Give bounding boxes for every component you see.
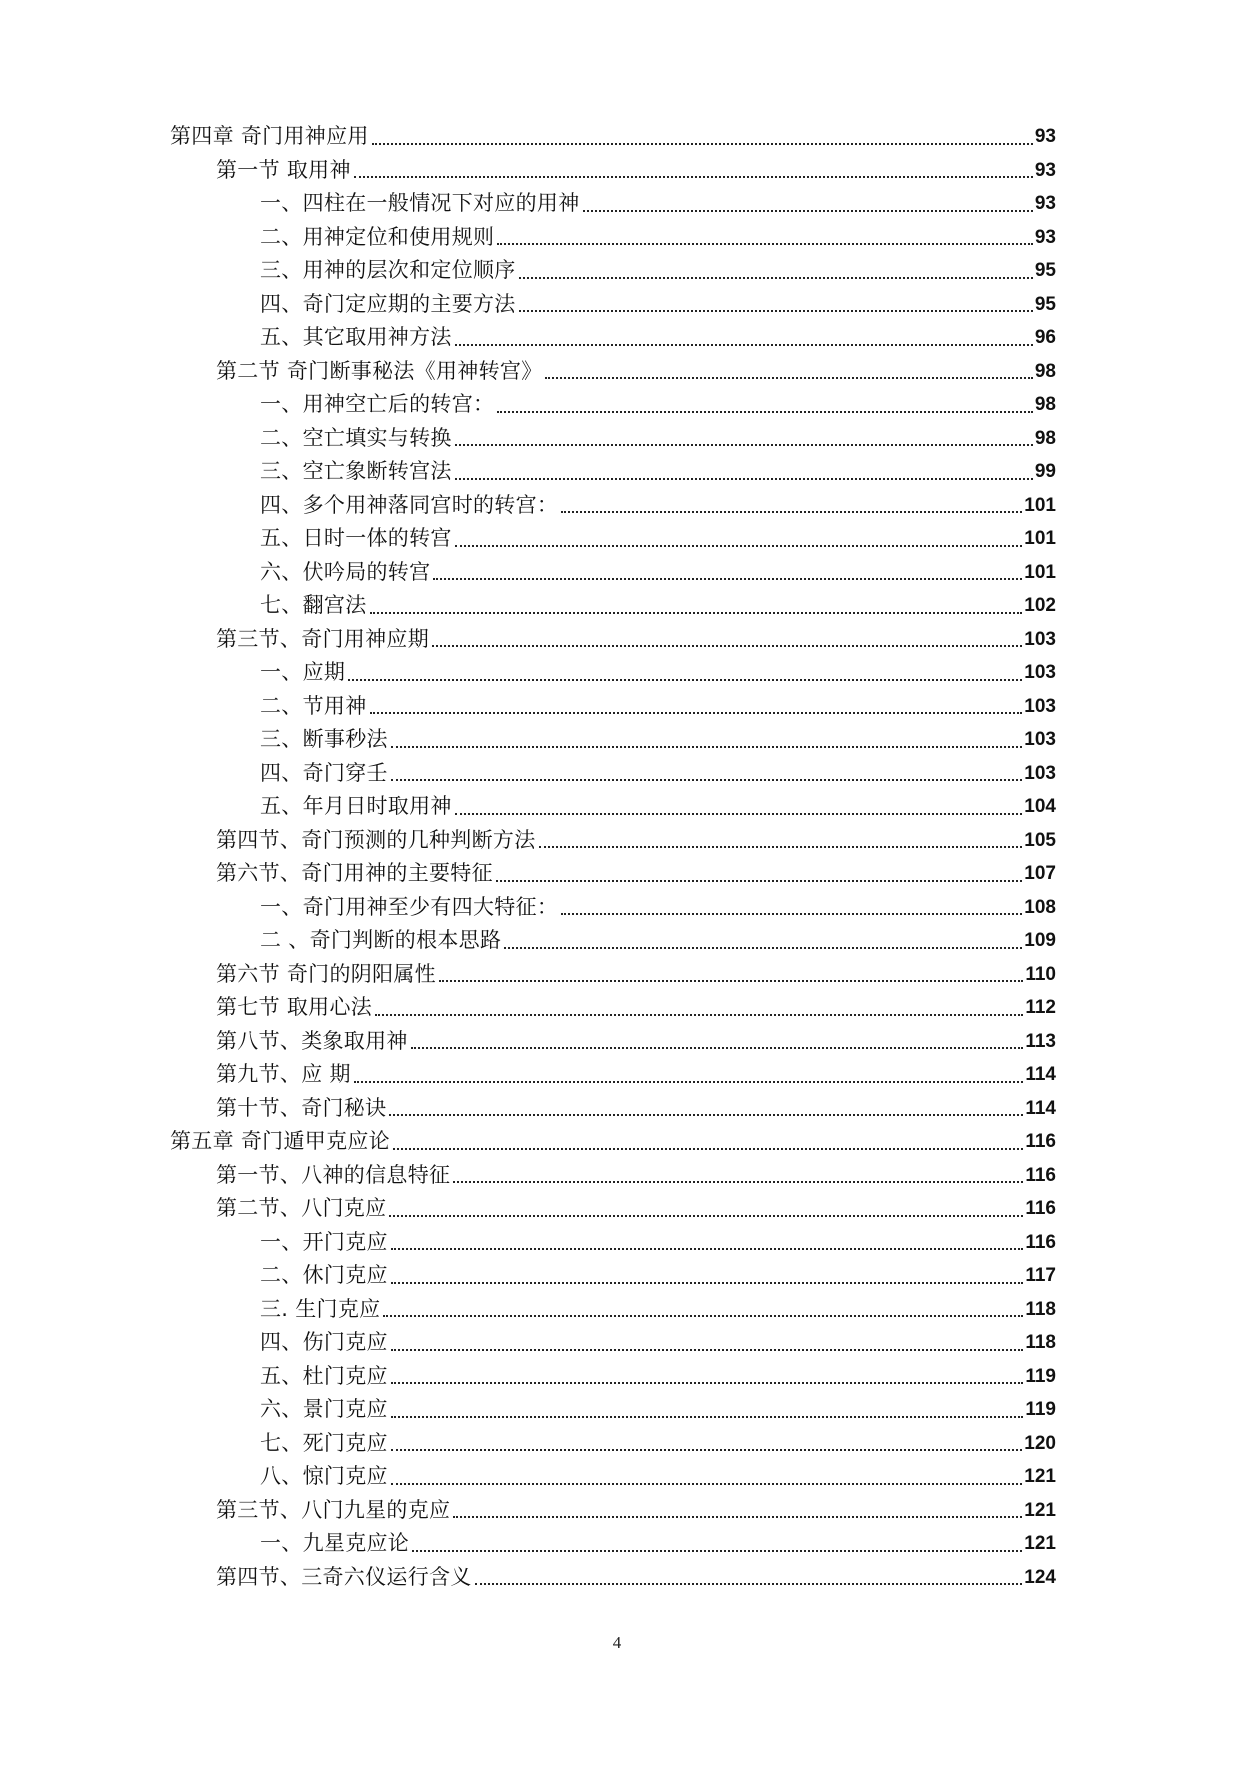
toc-entry-page-number: 121: [1024, 1533, 1056, 1555]
dot-leader: [375, 1014, 1023, 1016]
toc-entry-page-number: 93: [1034, 159, 1056, 181]
toc-entry-page-number: 103: [1024, 762, 1056, 784]
dot-leader: [453, 1516, 1022, 1518]
toc-entry-page-number: 103: [1024, 628, 1056, 650]
dot-leader: [391, 779, 1022, 781]
toc-entry-title: 四、奇门定应期的主要方法: [260, 291, 516, 316]
toc-entry-page-number: 124: [1024, 1566, 1056, 1588]
toc-subsection-entry: [260, 1460, 1056, 1494]
toc-subsection-entry: [260, 1427, 1056, 1461]
toc-section-entry: [216, 1025, 1056, 1059]
dot-leader: [497, 411, 1033, 413]
dot-leader: [391, 1349, 1024, 1351]
toc-entry-title: 四、奇门穿壬: [260, 760, 388, 785]
dot-leader: [561, 913, 1022, 915]
toc-entry-page-number: 101: [1024, 528, 1056, 550]
toc-entry-page-number: 119: [1025, 1365, 1056, 1387]
toc-subsection-entry: [260, 388, 1056, 422]
toc-entry-page-number: 112: [1025, 997, 1056, 1019]
dot-leader: [372, 143, 1033, 145]
toc-entry-title: 一、九星克应论: [260, 1531, 410, 1556]
toc-entry-title: 第二节、八门克应: [216, 1196, 387, 1221]
dot-leader: [455, 344, 1033, 346]
toc-entry-page-number: 93: [1034, 226, 1056, 248]
toc-entry-page-number: 98: [1034, 427, 1056, 449]
toc-subsection-entry: [260, 757, 1056, 791]
toc-subsection-entry: [260, 790, 1056, 824]
toc-subsection-entry: [260, 187, 1056, 221]
toc-entry-page-number: 95: [1034, 293, 1056, 315]
dot-leader: [391, 1382, 1024, 1384]
toc-entry-title: 八、惊门克应: [260, 1464, 388, 1489]
toc-entry-title: 三、空亡象断转宫法: [260, 459, 452, 484]
toc-section-entry: [216, 1192, 1056, 1226]
dot-leader: [455, 545, 1023, 547]
dot-leader: [391, 1483, 1022, 1485]
toc-subsection-entry: [260, 556, 1056, 590]
toc-entry-title: 四、伤门克应: [260, 1330, 388, 1355]
toc-subsection-entry: [260, 455, 1056, 489]
toc-entry-title: 五、杜门克应: [260, 1363, 388, 1388]
toc-entry-page-number: 116: [1025, 1198, 1056, 1220]
toc-entry-title: 三、用神的层次和定位顺序: [260, 258, 516, 283]
dot-leader: [389, 1215, 1023, 1217]
toc-subsection-entry: [260, 321, 1056, 355]
toc-subsection-entry: [260, 1360, 1056, 1394]
dot-leader: [370, 612, 1023, 614]
toc-subsection-entry: [260, 1226, 1056, 1260]
toc-entry-title: 一、应期: [260, 660, 346, 685]
toc-entry-title: 五、日时一体的转宫: [260, 526, 452, 551]
toc-subsection-entry: [260, 924, 1056, 958]
toc-subsection-entry: [260, 489, 1056, 523]
toc-entry-title: 第四章 奇门用神应用: [170, 124, 369, 149]
toc-subsection-entry: [260, 1393, 1056, 1427]
toc-entry-page-number: 103: [1024, 662, 1056, 684]
toc-entry-page-number: 101: [1024, 561, 1056, 583]
dot-leader: [455, 444, 1033, 446]
toc-entry-page-number: 98: [1034, 394, 1056, 416]
dot-leader: [455, 478, 1033, 480]
toc-entry-title: 七、翻宫法: [260, 593, 367, 618]
toc-entry-title: 第八节、类象取用神: [216, 1028, 408, 1053]
dot-leader: [412, 1550, 1022, 1552]
dot-leader: [433, 578, 1022, 580]
dot-leader: [391, 1416, 1024, 1418]
dot-leader: [383, 1315, 1023, 1317]
toc-entry-title: 第六节、奇门用神的主要特征: [216, 861, 493, 886]
toc-subsection-entry: [260, 690, 1056, 724]
dot-leader: [539, 846, 1023, 848]
toc-entry-page-number: 109: [1024, 930, 1056, 952]
toc-entry-page-number: 107: [1024, 863, 1056, 885]
dot-leader: [439, 980, 1023, 982]
page-number: 4: [612, 1633, 622, 1652]
dot-leader: [354, 176, 1033, 178]
toc-entry-page-number: 113: [1025, 1030, 1056, 1052]
toc-entry-title: 第十节、奇门秘诀: [216, 1095, 387, 1120]
toc-entry-page-number: 119: [1025, 1399, 1056, 1421]
dot-leader: [348, 679, 1022, 681]
toc-entry-title: 七、死门克应: [260, 1430, 388, 1455]
toc-entry-title: 一、用神空亡后的转宫：: [260, 392, 495, 417]
dot-leader: [432, 645, 1022, 647]
toc-entry-title: 五、年月日时取用神: [260, 794, 452, 819]
toc-entry-page-number: 93: [1034, 126, 1056, 148]
toc-entry-page-number: 102: [1024, 595, 1056, 617]
dot-leader: [370, 712, 1023, 714]
dot-leader: [389, 1114, 1023, 1116]
toc-entry-title: 二、用神定位和使用规则: [260, 224, 495, 249]
toc-subsection-entry: [260, 254, 1056, 288]
toc-entry-page-number: 114: [1025, 1097, 1056, 1119]
toc-entry-title: 第六节 奇门的阴阳属性: [216, 961, 436, 986]
toc-entry-title: 一、四柱在一般情况下对应的用神: [260, 191, 580, 216]
dot-leader: [391, 1449, 1022, 1451]
toc-entry-title: 第五章 奇门遁甲克应论: [170, 1129, 390, 1154]
toc-entry-title: 二 、奇门判断的根本思路: [260, 928, 502, 953]
toc-entry-title: 三. 生门克应: [260, 1296, 381, 1321]
toc-entry-title: 第四节、三奇六仪运行含义: [216, 1564, 472, 1589]
toc-subsection-entry: [260, 723, 1056, 757]
toc-section-entry: [216, 623, 1056, 657]
dot-leader: [411, 1047, 1024, 1049]
toc-entry-title: 三、断事秒法: [260, 727, 388, 752]
dot-leader: [504, 947, 1022, 949]
toc-subsection-entry: [260, 221, 1056, 255]
toc-entry-title: 第四节、奇门预测的几种判断方法: [216, 827, 536, 852]
toc-entry-page-number: 95: [1034, 260, 1056, 282]
toc-entry-page-number: 96: [1034, 327, 1056, 349]
toc-section-entry: [216, 958, 1056, 992]
dot-leader: [455, 813, 1023, 815]
toc-section-entry: [216, 824, 1056, 858]
toc-subsection-entry: [260, 288, 1056, 322]
toc-subsection-entry: [260, 522, 1056, 556]
toc-entry-title: 第九节、应 期: [216, 1062, 351, 1087]
dot-leader: [354, 1081, 1024, 1083]
toc-entry-page-number: 116: [1025, 1231, 1056, 1253]
toc-entry-title: 四、多个用神落同宫时的转宫：: [260, 492, 559, 517]
toc-section-entry: [216, 355, 1056, 389]
toc-section-entry: [216, 1092, 1056, 1126]
toc-subsection-entry: [260, 656, 1056, 690]
toc-entry-page-number: 103: [1024, 695, 1056, 717]
toc-entry-page-number: 101: [1024, 494, 1056, 516]
toc-subsection-entry: [260, 1527, 1056, 1561]
toc-section-entry: [216, 857, 1056, 891]
dot-leader: [393, 1148, 1023, 1150]
toc-entry-title: 第一节、八神的信息特征: [216, 1162, 451, 1187]
toc-entry-title: 第三节、奇门用神应期: [216, 626, 429, 651]
toc-entry-title: 第二节 奇门断事秘法《用神转宫》: [216, 358, 543, 383]
toc-entry-title: 五、其它取用神方法: [260, 325, 452, 350]
dot-leader: [519, 310, 1033, 312]
toc-entry-page-number: 104: [1024, 796, 1056, 818]
toc-entry-page-number: 110: [1025, 963, 1056, 985]
toc-entry-title: 第一节 取用神: [216, 157, 351, 182]
toc-entry-page-number: 117: [1025, 1265, 1056, 1287]
toc-entry-page-number: 118: [1025, 1332, 1056, 1354]
toc-entry-page-number: 121: [1024, 1499, 1056, 1521]
toc-section-entry: [216, 154, 1056, 188]
toc-section-entry: [216, 1494, 1056, 1528]
toc-entry-page-number: 93: [1034, 193, 1056, 215]
toc-entry-title: 第七节 取用心法: [216, 995, 373, 1020]
dot-leader: [496, 880, 1022, 882]
dot-leader: [519, 277, 1033, 279]
toc-entry-page-number: 105: [1024, 829, 1056, 851]
toc-chapter-entry: [170, 1125, 1056, 1159]
dot-leader: [497, 243, 1033, 245]
toc-subsection-entry: [260, 1259, 1056, 1293]
toc-section-entry: [216, 1058, 1056, 1092]
toc-entry-title: 一、奇门用神至少有四大特征：: [260, 894, 559, 919]
dot-leader: [561, 511, 1022, 513]
toc-entry-page-number: 116: [1025, 1164, 1056, 1186]
toc-section-entry: [216, 1159, 1056, 1193]
dot-leader: [583, 210, 1033, 212]
dot-leader: [391, 1282, 1024, 1284]
dot-leader: [545, 377, 1032, 379]
dot-leader: [475, 1583, 1023, 1585]
toc-section-entry: [216, 1561, 1056, 1595]
toc-entry-title: 六、景门克应: [260, 1397, 388, 1422]
toc-subsection-entry: [260, 891, 1056, 925]
toc-entry-title: 六、伏吟局的转宫: [260, 559, 431, 584]
toc-section-entry: [216, 991, 1056, 1025]
toc-entry-title: 第三节、八门九星的克应: [216, 1497, 451, 1522]
toc-entry-page-number: 108: [1024, 896, 1056, 918]
toc-entry-page-number: 121: [1024, 1466, 1056, 1488]
toc-entry-page-number: 116: [1025, 1131, 1056, 1153]
toc-entry-page-number: 103: [1024, 729, 1056, 751]
dot-leader: [453, 1181, 1023, 1183]
toc-entry-title: 二、节用神: [260, 693, 367, 718]
dot-leader: [391, 1248, 1024, 1250]
toc-entry-title: 一、开门克应: [260, 1229, 388, 1254]
toc-subsection-entry: [260, 422, 1056, 456]
toc-entry-title: 二、空亡填实与转换: [260, 425, 452, 450]
toc-entry-title: 二、休门克应: [260, 1263, 388, 1288]
toc-entry-page-number: 114: [1025, 1064, 1056, 1086]
toc-subsection-entry: [260, 1326, 1056, 1360]
toc-chapter-entry: [170, 120, 1056, 154]
toc-subsection-entry: [260, 589, 1056, 623]
toc-entry-page-number: 118: [1025, 1298, 1056, 1320]
dot-leader: [391, 746, 1022, 748]
toc-entry-page-number: 120: [1024, 1432, 1056, 1454]
toc-subsection-entry: [260, 1293, 1056, 1327]
toc-entry-page-number: 98: [1034, 360, 1056, 382]
toc-entry-page-number: 99: [1034, 461, 1056, 483]
